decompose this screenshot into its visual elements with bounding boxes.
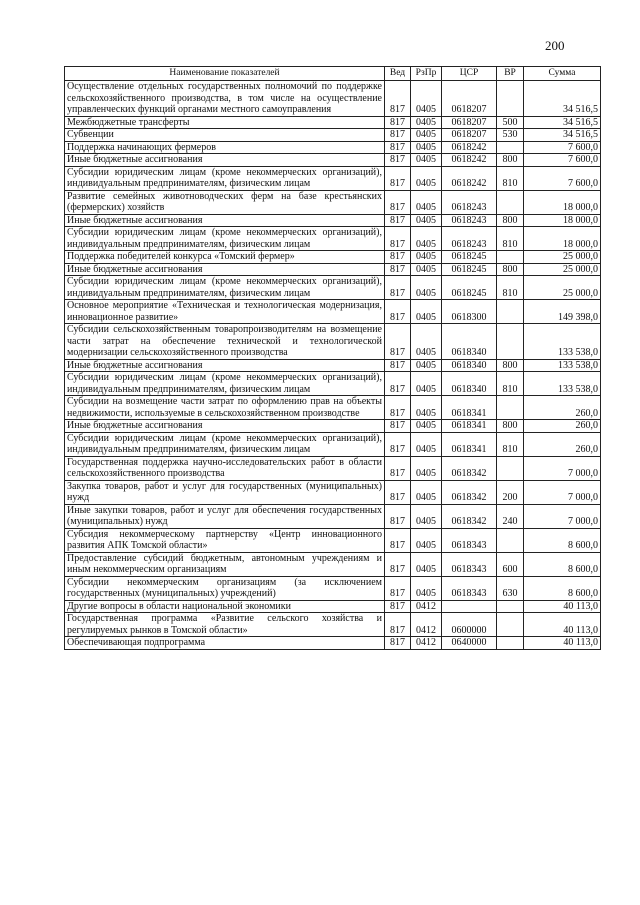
row-vr: 800	[497, 263, 524, 276]
row-vr	[497, 613, 524, 637]
row-sum: 133 538,0	[524, 372, 601, 396]
row-csr: 0618340	[442, 359, 497, 372]
row-rzpr: 0405	[411, 190, 442, 214]
row-sum: 34 516,5	[524, 129, 601, 142]
row-ved: 817	[385, 637, 411, 650]
row-rzpr: 0405	[411, 276, 442, 300]
row-csr: 0618340	[442, 324, 497, 360]
row-vr: 800	[497, 214, 524, 227]
row-ved: 817	[385, 154, 411, 167]
row-vr: 800	[497, 420, 524, 433]
row-vr	[497, 600, 524, 613]
row-vr: 630	[497, 576, 524, 600]
row-vr: 500	[497, 116, 524, 129]
row-csr: 0618342	[442, 504, 497, 528]
row-name: Субсидии сельскохозяйственным товаропроизводителям на возмещение части затрат на обеспечение технической и технологической модернизации сельскохозяйственного производства	[65, 324, 385, 360]
row-ved: 817	[385, 141, 411, 154]
row-name: Поддержка начинающих фермеров	[65, 141, 385, 154]
row-sum: 25 000,0	[524, 276, 601, 300]
table-row	[65, 372, 601, 396]
row-sum: 18 000,0	[524, 227, 601, 251]
row-vr	[497, 190, 524, 214]
row-sum: 149 398,0	[524, 300, 601, 324]
row-rzpr: 0405	[411, 359, 442, 372]
table-row	[65, 81, 601, 117]
row-rzpr: 0405	[411, 166, 442, 190]
table-row	[65, 600, 601, 613]
row-csr: 0618207	[442, 116, 497, 129]
row-ved: 817	[385, 251, 411, 264]
row-vr	[497, 141, 524, 154]
table-row	[65, 300, 601, 324]
row-name: Другие вопросы в области национальной экономики	[65, 600, 385, 613]
row-rzpr: 0405	[411, 263, 442, 276]
row-vr: 810	[497, 166, 524, 190]
page-number: 200	[545, 38, 565, 53]
row-sum: 260,0	[524, 432, 601, 456]
table-row	[65, 456, 601, 480]
row-rzpr: 0405	[411, 141, 442, 154]
row-ved: 817	[385, 432, 411, 456]
row-ved: 817	[385, 480, 411, 504]
column-header-ved: Вед	[385, 67, 411, 81]
table-row	[65, 116, 601, 129]
table-row	[65, 613, 601, 637]
row-csr: 0618245	[442, 263, 497, 276]
row-csr	[442, 600, 497, 613]
table-row	[65, 528, 601, 552]
row-vr: 810	[497, 372, 524, 396]
row-csr: 0618342	[442, 456, 497, 480]
row-name: Закупка товаров, работ и услуг для государственных (муниципальных) нужд	[65, 480, 385, 504]
row-vr	[497, 81, 524, 117]
row-sum: 133 538,0	[524, 324, 601, 360]
table-row	[65, 251, 601, 264]
row-sum: 40 113,0	[524, 637, 601, 650]
row-vr: 600	[497, 552, 524, 576]
table-row	[65, 480, 601, 504]
row-csr: 0618207	[442, 129, 497, 142]
row-name: Субсидии юридическим лицам (кроме некоммерческих организаций), индивидуальным предпринимателям, физическим лицам	[65, 227, 385, 251]
row-name: Субсидии некоммерческим организациям (за исключением государственных (муниципальных) учреждений)	[65, 576, 385, 600]
row-vr: 810	[497, 276, 524, 300]
row-rzpr: 0405	[411, 576, 442, 600]
row-ved: 817	[385, 214, 411, 227]
table-row	[65, 552, 601, 576]
table-row	[65, 324, 601, 360]
row-csr: 0618245	[442, 251, 497, 264]
row-ved: 817	[385, 372, 411, 396]
row-csr: 0618243	[442, 214, 497, 227]
row-sum: 260,0	[524, 420, 601, 433]
row-name: Государственная поддержка научно-исследовательских работ в области сельскохозяйственного производства	[65, 456, 385, 480]
row-rzpr: 0405	[411, 129, 442, 142]
row-sum: 8 600,0	[524, 552, 601, 576]
row-rzpr: 0405	[411, 396, 442, 420]
row-ved: 817	[385, 600, 411, 613]
row-sum: 7 600,0	[524, 154, 601, 167]
row-name: Иные бюджетные ассигнования	[65, 420, 385, 433]
row-sum: 7 600,0	[524, 141, 601, 154]
row-csr: 0618340	[442, 372, 497, 396]
column-header-name: Наименование показателей	[65, 67, 385, 81]
row-rzpr: 0405	[411, 504, 442, 528]
column-header-sum: Сумма	[524, 67, 601, 81]
table-row	[65, 129, 601, 142]
row-ved: 817	[385, 420, 411, 433]
row-sum: 7 000,0	[524, 456, 601, 480]
row-name: Межбюджетные трансферты	[65, 116, 385, 129]
row-vr	[497, 251, 524, 264]
row-sum: 40 113,0	[524, 600, 601, 613]
row-vr	[497, 637, 524, 650]
row-ved: 817	[385, 528, 411, 552]
row-ved: 817	[385, 116, 411, 129]
table-row	[65, 190, 601, 214]
row-ved: 817	[385, 504, 411, 528]
row-csr: 0618341	[442, 420, 497, 433]
row-sum: 25 000,0	[524, 263, 601, 276]
row-rzpr: 0405	[411, 420, 442, 433]
row-vr	[497, 456, 524, 480]
row-vr	[497, 396, 524, 420]
row-vr	[497, 300, 524, 324]
table-row	[65, 214, 601, 227]
row-name: Государственная программа «Развитие сельского хозяйства и регулируемых рынков в Томской области»	[65, 613, 385, 637]
row-csr: 0618341	[442, 432, 497, 456]
row-sum: 260,0	[524, 396, 601, 420]
row-csr: 0618341	[442, 396, 497, 420]
row-name: Предоставление субсидий бюджетным, автономным учреждениям и иным некоммерческим организациям	[65, 552, 385, 576]
row-rzpr: 0405	[411, 300, 442, 324]
column-header-csr: ЦСР	[442, 67, 497, 81]
row-name: Развитие семейных животноводческих ферм на базе крестьянских (фермерских) хозяйств	[65, 190, 385, 214]
table-row	[65, 420, 601, 433]
row-vr	[497, 324, 524, 360]
budget-table	[64, 66, 601, 650]
row-sum: 133 538,0	[524, 359, 601, 372]
row-name: Иные бюджетные ассигнования	[65, 154, 385, 167]
row-sum: 8 600,0	[524, 576, 601, 600]
row-sum: 18 000,0	[524, 190, 601, 214]
table-body	[65, 81, 601, 650]
table-row	[65, 576, 601, 600]
row-rzpr: 0405	[411, 456, 442, 480]
row-vr: 810	[497, 432, 524, 456]
column-header-vr: ВР	[497, 67, 524, 81]
row-csr: 0618342	[442, 480, 497, 504]
row-ved: 817	[385, 263, 411, 276]
row-rzpr: 0405	[411, 432, 442, 456]
row-csr: 0600000	[442, 613, 497, 637]
row-rzpr: 0405	[411, 154, 442, 167]
row-name: Субсидии юридическим лицам (кроме некоммерческих организаций), индивидуальным предпринимателям, физическим лицам	[65, 276, 385, 300]
row-vr: 200	[497, 480, 524, 504]
row-csr: 0618242	[442, 141, 497, 154]
row-rzpr: 0405	[411, 480, 442, 504]
table-row	[65, 396, 601, 420]
row-csr: 0618343	[442, 552, 497, 576]
row-rzpr: 0405	[411, 116, 442, 129]
row-rzpr: 0412	[411, 600, 442, 613]
row-csr: 0618243	[442, 227, 497, 251]
row-rzpr: 0405	[411, 552, 442, 576]
row-csr: 0618207	[442, 81, 497, 117]
row-csr: 0618242	[442, 166, 497, 190]
row-rzpr: 0405	[411, 227, 442, 251]
row-ved: 817	[385, 300, 411, 324]
row-name: Субсидии юридическим лицам (кроме некоммерческих организаций), индивидуальным предпринимателям, физическим лицам	[65, 372, 385, 396]
row-ved: 817	[385, 81, 411, 117]
table-row	[65, 141, 601, 154]
table-row	[65, 432, 601, 456]
row-ved: 817	[385, 227, 411, 251]
row-name: Субсидии юридическим лицам (кроме некоммерческих организаций), индивидуальным предпринимателям, физическим лицам	[65, 166, 385, 190]
table-row	[65, 227, 601, 251]
row-name: Субсидии юридическим лицам (кроме некоммерческих организаций), индивидуальным предпринимателям, физическим лицам	[65, 432, 385, 456]
row-csr: 0618343	[442, 576, 497, 600]
row-ved: 817	[385, 552, 411, 576]
row-sum: 34 516,5	[524, 116, 601, 129]
row-ved: 817	[385, 396, 411, 420]
row-ved: 817	[385, 190, 411, 214]
row-name: Поддержка победителей конкурса «Томский фермер»	[65, 251, 385, 264]
row-vr: 810	[497, 227, 524, 251]
row-sum: 25 000,0	[524, 251, 601, 264]
row-csr: 0618243	[442, 190, 497, 214]
row-name: Осуществление отдельных государственных полномочий по поддержке сельскохозяйственного производства, в том числе на осуществление управленческих функций органами местного самоуправления	[65, 81, 385, 117]
row-vr: 800	[497, 359, 524, 372]
row-name: Субсидия некоммерческому партнерству «Центр инновационного развития АПК Томской области»	[65, 528, 385, 552]
row-sum: 8 600,0	[524, 528, 601, 552]
row-rzpr: 0405	[411, 372, 442, 396]
row-sum: 40 113,0	[524, 613, 601, 637]
row-name: Субсидии на возмещение части затрат по оформлению прав на объекты недвижимости, используемые в сельскохозяйственном производстве	[65, 396, 385, 420]
row-csr: 0618343	[442, 528, 497, 552]
row-sum: 18 000,0	[524, 214, 601, 227]
row-rzpr: 0405	[411, 528, 442, 552]
row-ved: 817	[385, 276, 411, 300]
column-header-rzpr: РзПр	[411, 67, 442, 81]
row-ved: 817	[385, 576, 411, 600]
row-name: Основное мероприятие «Техническая и технологическая модернизация, инновационное развитие»	[65, 300, 385, 324]
row-name: Обеспечивающая подпрограмма	[65, 637, 385, 650]
row-ved: 817	[385, 456, 411, 480]
table-row	[65, 154, 601, 167]
row-rzpr: 0405	[411, 214, 442, 227]
row-vr: 240	[497, 504, 524, 528]
row-ved: 817	[385, 359, 411, 372]
row-rzpr: 0405	[411, 81, 442, 117]
row-rzpr: 0405	[411, 251, 442, 264]
row-sum: 7 000,0	[524, 504, 601, 528]
row-sum: 34 516,5	[524, 81, 601, 117]
row-csr: 0640000	[442, 637, 497, 650]
table-row	[65, 166, 601, 190]
row-vr: 530	[497, 129, 524, 142]
row-name: Иные бюджетные ассигнования	[65, 214, 385, 227]
row-ved: 817	[385, 129, 411, 142]
table-row	[65, 263, 601, 276]
table-row	[65, 637, 601, 650]
row-name: Иные бюджетные ассигнования	[65, 263, 385, 276]
row-rzpr: 0405	[411, 324, 442, 360]
table-row	[65, 276, 601, 300]
row-name: Иные закупки товаров, работ и услуг для обеспечения государственных (муниципальных) нужд	[65, 504, 385, 528]
row-csr: 0618300	[442, 300, 497, 324]
row-csr: 0618245	[442, 276, 497, 300]
row-name: Субвенции	[65, 129, 385, 142]
row-sum: 7 600,0	[524, 166, 601, 190]
row-vr	[497, 528, 524, 552]
row-csr: 0618242	[442, 154, 497, 167]
row-rzpr: 0412	[411, 637, 442, 650]
table-header-row	[65, 67, 601, 81]
row-ved: 817	[385, 613, 411, 637]
row-vr: 800	[497, 154, 524, 167]
row-sum: 7 000,0	[524, 480, 601, 504]
table-row	[65, 359, 601, 372]
row-name: Иные бюджетные ассигнования	[65, 359, 385, 372]
table-row	[65, 504, 601, 528]
row-ved: 817	[385, 166, 411, 190]
row-rzpr: 0412	[411, 613, 442, 637]
row-ved: 817	[385, 324, 411, 360]
